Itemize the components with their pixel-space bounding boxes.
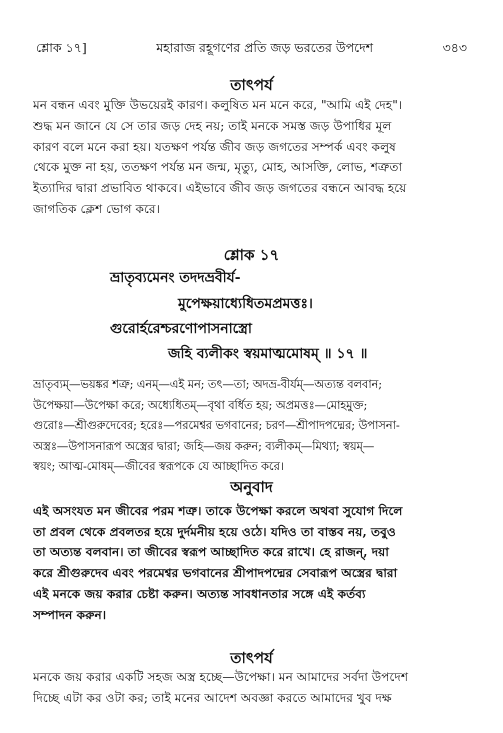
running-header [36,40,467,58]
purport-heading-2: তাৎপর্য [230,649,273,667]
verse-line: গুরোর্হরেশ্চরণোপাসনাস্ত্রো [110,321,252,337]
synonym-line: অস্ত্রঃ—উপাসনারূপ অস্ত্রের দ্বারা; জহি—জয় করুন; ব্যলীকম্—মিথ্যা; স্বয়ম্— [33,438,375,453]
synonym-line: গুরোঃ—শ্রীগুরুদেবের; হরেঃ—পরমেশ্বর ভগবানের; চরণ—শ্রীপাদপদ্মের; উপাসনা- [33,418,400,433]
purport-paragraph-2 [33,667,471,709]
translation-heading: অনুবাদ [230,478,273,496]
purport-line: মন বন্ধন এবং মুক্তি উভয়েরই কারণ। কলুষিত মন মনে করে, "আমি এই দেহ"। [33,98,403,112]
translation-line: এই মনকে জয় করার চেষ্টা করুন। অত্যন্ত সাবধানতার সঙ্গে এই কর্তব্য [33,586,366,601]
translation-paragraph [33,501,471,625]
header-chapter-title: মহারাজ রহূগণের প্রতি জড় ভরতের উপদেশ [156,40,374,55]
synonym-line: স্বয়ং; আত্ম-মোষম্—জীবের স্বরূপকে যে আচ্ছাদিত করে। [33,459,284,474]
synonym-line: উপেক্ষয়া—উপেক্ষা করে; অধ্যেধিতম্—বৃথা বর্ধিত হয়; অপ্রমত্তঃ—মোহমুক্ত; [33,397,368,412]
translation-line: এই অসংযত মন জীবের পরম শত্রু। তাকে উপেক্ষা করলে অথবা সুযোগ দিলে [33,504,403,518]
header-verse-ref: শ্লোক ১৭] [36,40,87,55]
purport-line: ইত্যাদির দ্বারা প্রভাবিত থাকবে। এইভাবে জীব জড় জগতের বন্ধনে আবদ্ধ হয়ে [33,181,407,196]
purport-line: শুদ্ধ মন জানে যে সে তার জড় দেহ নয়; তাই মনকে সমস্ত জড় উপাধির মূল [33,118,392,133]
purport-line: দিচ্ছে এটা কর ওটা কর; তাই মনের আদেশ অবজ্ঞা করতে আমাদের খুব দক্ষ [33,690,392,705]
verse-line: জহি ব্যলীকং স্বয়মাত্মমোষম্ ॥ ১৭ ॥ [168,346,368,362]
verse-line: ভ্রাতৃব্যমেনং তদদভ্রবীর্য- [110,270,241,286]
verse-line: মুপেক্ষয়াধ্যেধিতমপ্রমত্তঃ। [178,296,313,312]
synonym-line: ভ্রাতৃব্যম্—ভয়ঙ্কর শত্রু; এনম্—এই মন; তৎ—তা; অদভ্র-বীর্যম্—অত্যন্ত বলবান; [33,377,382,391]
purport-line: কারণ বলে মনে করা হয়। যতক্ষণ পর্যন্ত জীব জড় জগতের সম্পর্ক এবং কলুষ [33,139,396,154]
page-number: ৩৪৩ [442,40,467,55]
purport-heading: তাৎপর্য [230,76,273,94]
verse-title: শ্লোক ১৭ [223,246,280,264]
translation-line: করে শ্রীগুরুদেব এবং পরমেশ্বর ভগবানের শ্রীপাদপদ্মের সেবারূপ অস্ত্রের দ্বারা [33,566,398,581]
synonyms-paragraph [33,374,471,477]
translation-line: তা অত্যন্ত বলবান। তা জীবের স্বরূপ আচ্ছাদিত করে রাখে। হে রাজন্, দয়া [33,545,389,560]
purport-line: জাগতিক ক্লেশ ভোগ করে। [33,201,160,216]
purport-paragraph [33,95,471,220]
purport-line: থেকে মুক্ত না হয়, ততক্ষণ পর্যন্ত মন জন্ম, মৃত্যু, মোহ, আসক্তি, লোভ, শত্রুতা [33,160,403,175]
translation-line: তা প্রবল থেকে প্রবলতর হয়ে দুর্দমনীয় হয়ে ওঠে। যদিও তা বাস্তব নয়, তবুও [33,524,396,539]
purport-line: মনকে জয় করার একটি সহজ অস্ত্র হচ্ছে—উপেক্ষা। মন আমাদের সর্বদা উপদেশ [33,670,409,684]
translation-line: সম্পাদন করুন। [33,607,107,622]
